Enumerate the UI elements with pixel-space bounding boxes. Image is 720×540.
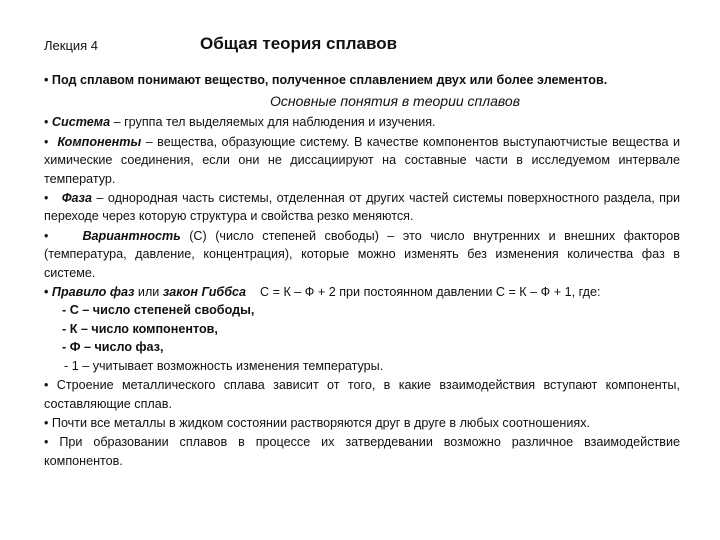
text-variance: (С) (число степеней свободы) – это число внутренних и внешних факторов (температура, давление, концентрация), которые можно изменять без изменения количества фаз в системе. (44, 228, 680, 280)
term-gibbs-law: закон Гиббса (162, 285, 247, 300)
text-system: – группа тел выделяемых для наблюдения и изучения. (110, 115, 436, 130)
bullet: • (44, 228, 49, 243)
text-components: – вещества, образующие систему. В качестве компонентов выступаютчистые вещества и химические соединения, если они не диссациируют на составные части в исследуемом интервале температур. (44, 134, 680, 186)
subheading: Основные понятия в теории сплавов (270, 93, 521, 110)
term-phase-rule: Правило фаз (51, 285, 135, 300)
def-components: - К – число компонентов, (62, 321, 218, 336)
term-variance: Вариантность (82, 228, 181, 243)
def-degrees-of-freedom: - С – число степеней свободы, (62, 303, 255, 318)
page-title: Общая теория сплавов (200, 34, 398, 53)
term-components: Компоненты (57, 134, 142, 149)
item-phase-rule (44, 283, 680, 301)
formula-text: С = К – Ф + 2 при постоянном давлении С = К – Ф + 1, где: (260, 285, 601, 300)
item-structure: • Строение металлического сплава зависит от того, в какие взаимодействия вступают компоненты, составляющие сплав. (44, 378, 680, 411)
bullet: • (44, 191, 49, 206)
slide-body (44, 71, 680, 470)
def-phases: - Ф – число фаз, (62, 340, 164, 355)
item-variance (44, 227, 680, 282)
bullet: • (44, 134, 49, 149)
bullet: • (44, 285, 49, 300)
item-solidification: • При образовании сплавов в процессе их затвердевании возможно различное взаимодействие компонентов. (44, 435, 680, 468)
term-system: Система (51, 115, 111, 130)
lecture-number: Лекция 4 (44, 38, 99, 53)
term-phase: Фаза (61, 191, 92, 206)
item-system (44, 113, 680, 131)
text-or: или (134, 285, 163, 300)
item-components (44, 133, 680, 188)
bullet: • (44, 115, 49, 130)
def-temperature: - 1 – учитывает возможность изменения температуры. (64, 358, 384, 373)
text-phase: – однородная часть системы, отделенная от других частей системы поверхностного раздела, при переходе через которую структура и свойства резко меняются. (44, 191, 680, 224)
intro-definition: • Под сплавом понимают вещество, полученное сплавлением двух или более элементов. (44, 73, 608, 87)
item-phase (44, 189, 680, 226)
item-liquid-solubility: • Почти все металлы в жидком состоянии растворяются друг в друге в любых соотношениях. (44, 415, 591, 430)
